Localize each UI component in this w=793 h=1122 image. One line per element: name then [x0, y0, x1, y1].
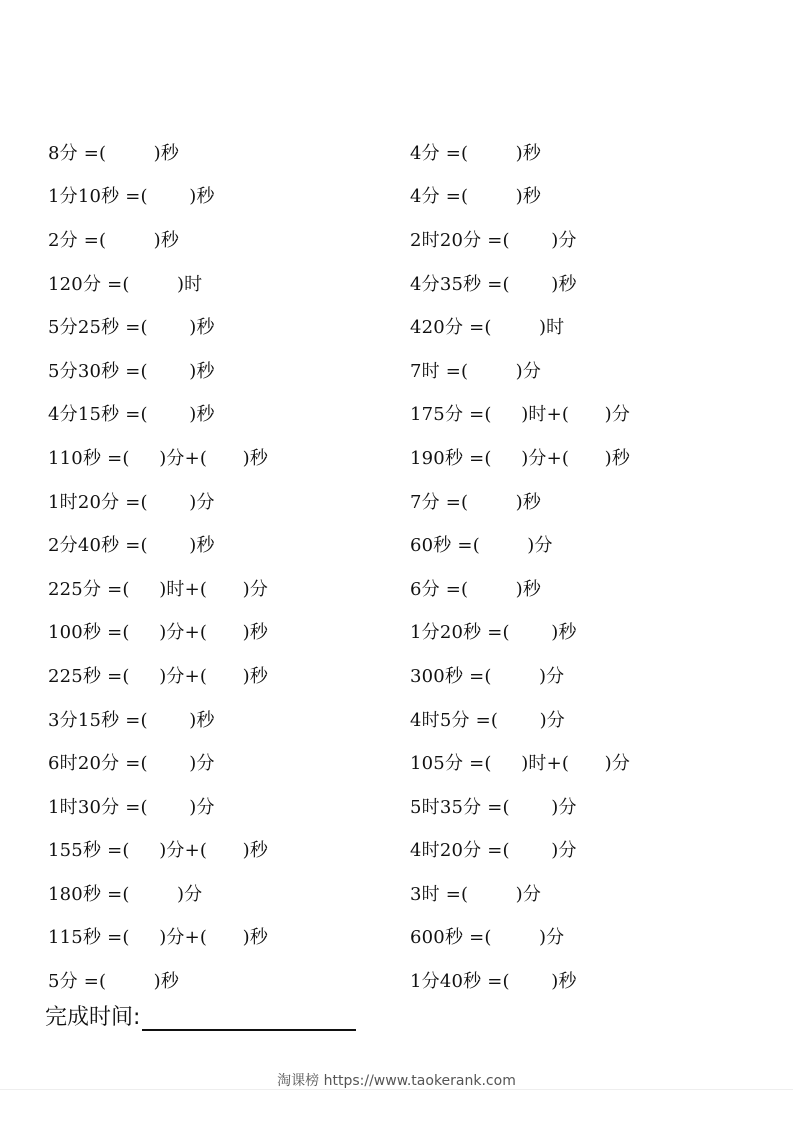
exercise-item: 4时20分 =( )分 — [410, 840, 577, 862]
exercise-item: 1时30分 =( )分 — [48, 796, 215, 818]
exercise-item: 1分10秒 =( )秒 — [48, 186, 215, 208]
exercise-item: 4时5分 =( )分 — [410, 709, 566, 731]
exercise-item: 115秒 =( )分+( )秒 — [48, 927, 269, 949]
exercise-item: 100秒 =( )分+( )秒 — [48, 622, 269, 644]
watermark-text: 淘课榜 https://www.taokerank.com — [277, 1073, 516, 1089]
exercise-item: 225分 =( )时+( )分 — [48, 578, 269, 600]
exercise-item: 180秒 =( )分 — [48, 883, 203, 905]
exercise-item: 3时 =( )分 — [410, 883, 542, 905]
exercise-item: 1分40秒 =( )秒 — [410, 971, 577, 993]
completion-time-blank[interactable] — [142, 1001, 356, 1031]
exercise-item: 600秒 =( )分 — [410, 927, 565, 949]
exercise-item: 190秒 =( )分+( )秒 — [410, 447, 631, 469]
exercise-item: 225秒 =( )分+( )秒 — [48, 665, 269, 687]
exercise-item: 4分 =( )秒 — [410, 142, 542, 164]
exercise-item: 6时20分 =( )分 — [48, 753, 215, 775]
exercise-item: 4分 =( )秒 — [410, 186, 542, 208]
left-exercise-column — [48, 130, 408, 1002]
exercise-item: 8分 =( )秒 — [48, 142, 180, 164]
exercise-item: 6分 =( )秒 — [410, 578, 542, 600]
exercise-item: 7分 =( )秒 — [410, 491, 542, 513]
exercise-item: 5分25秒 =( )秒 — [48, 317, 215, 339]
exercise-item: 2分40秒 =( )秒 — [48, 535, 215, 557]
exercise-item: 4分35秒 =( )秒 — [410, 273, 577, 295]
exercise-item: 3分15秒 =( )秒 — [48, 709, 215, 731]
exercise-item: 7时 =( )分 — [410, 360, 542, 382]
exercise-item: 300秒 =( )分 — [410, 665, 565, 687]
completion-time-label: 完成时间: — [45, 1005, 141, 1030]
exercise-item: 5分 =( )秒 — [48, 971, 180, 993]
exercise-item: 175分 =( )时+( )分 — [410, 404, 631, 426]
exercise-item: 105分 =( )时+( )分 — [410, 753, 631, 775]
exercise-item: 1时20分 =( )分 — [48, 491, 215, 513]
exercise-item: 4分15秒 =( )秒 — [48, 404, 215, 426]
exercise-item: 2时20分 =( )分 — [410, 229, 577, 251]
exercise-item: 120分 =( )时 — [48, 273, 203, 295]
completion-time-field — [45, 1000, 356, 1031]
exercise-item: 60秒 =( )分 — [410, 535, 553, 557]
exercise-item: 5时35分 =( )分 — [410, 796, 577, 818]
exercise-item: 110秒 =( )分+( )秒 — [48, 447, 269, 469]
exercise-item: 155秒 =( )分+( )秒 — [48, 840, 269, 862]
exercise-item: 1分20秒 =( )秒 — [410, 622, 577, 644]
exercise-item: 5分30秒 =( )秒 — [48, 360, 215, 382]
exercise-item: 2分 =( )秒 — [48, 229, 180, 251]
exercise-item: 420分 =( )时 — [410, 317, 565, 339]
right-exercise-column — [410, 130, 770, 1002]
